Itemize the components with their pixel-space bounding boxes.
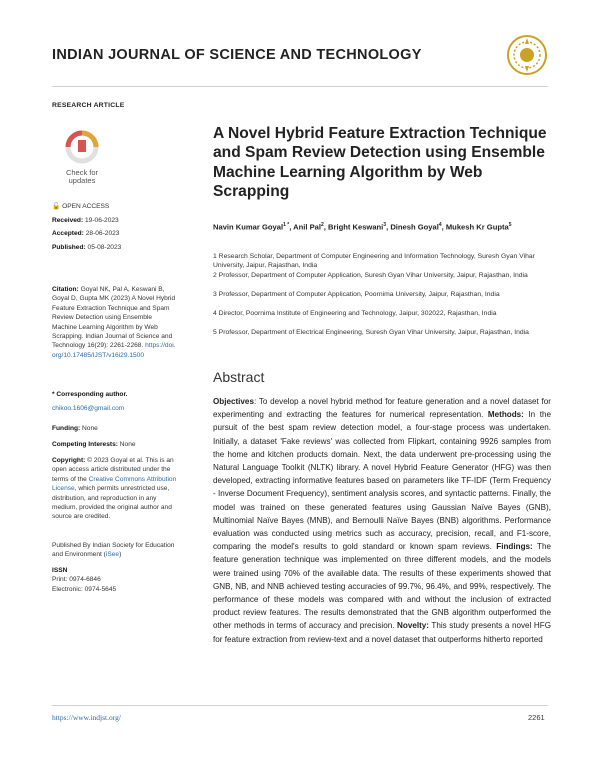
article-type: RESEARCH ARTICLE — [52, 102, 125, 109]
citation-label: Citation: — [52, 286, 79, 293]
isee-link[interactable]: iSee — [105, 551, 120, 559]
accepted-label: Accepted: — [52, 230, 84, 238]
findings-text: The feature generation technique was implemented on three different models, and the models were trained using 70% of the available data. The results of these experiments showed that GNB, NB, and NNB achieved testing accuracies of 99.7%, 96.4%, and 99%, respectively. The performance of these models was compared with and without the inclusion of extracted product review features. The results demonstrated that the GNB algorithm outperformed the other methods in terms of accuracy and precision. — [213, 542, 551, 631]
publisher-close: ) — [119, 551, 122, 559]
author-affiliation-mark: 3 — [383, 222, 387, 228]
affiliation: 4 Director, Poornima Institute of Engineering and Technology, Jaipur, 302022, Rajasthan, India — [213, 310, 497, 317]
author-name: Mukesh Kr Gupta — [445, 222, 509, 232]
author-list: Navin Kumar Goyal$^{1 *}$, Anil Pal$^2$, Bright Keswani$^3$, Dinesh Goyal$^4$, Mukesh Kr Gupta$^5$ — [213, 222, 512, 232]
doi-link[interactable]: https://doi.org/10.17485/IJST/v16i29.1500 — [52, 342, 176, 359]
copyright-text-2: , which permits unrestricted use, distribution, and reproduction in any medium, provided the original author and source are credited. — [52, 485, 172, 521]
competing-row — [52, 440, 182, 449]
funding-value: None — [82, 425, 98, 432]
novelty-label: Novelty: — [397, 621, 429, 631]
published-date: 05-08-2023 — [87, 243, 122, 251]
methods-label: Methods: — [487, 410, 524, 420]
lock-icon: 🔓 — [52, 203, 61, 210]
copyright-block — [52, 456, 180, 522]
check-for-updates-badge[interactable] — [54, 130, 110, 186]
author-name: Dinesh Goyal — [390, 222, 439, 232]
copyright-text-1: © 2023 Goyal et al. This is an open access article distributed under the terms of the — [52, 457, 174, 483]
corresponding-label: Corresponding author. — [56, 391, 128, 398]
affiliation: 1 Research Scholar, Department of Computer Engineering and Information Technology, Suresh Gyan Vihar University, Jaipur, Rajasthan, India — [213, 253, 535, 269]
author-affiliation-mark: 2 — [321, 222, 324, 228]
corresponding-email[interactable]: chikoo.1606@gmail.com — [52, 405, 125, 413]
objectives-text: : To develop a novel hybrid method for feature generation and a novel dataset for experimenting and extracting the features for numerical representation. — [213, 397, 551, 420]
isee-logo — [506, 34, 548, 76]
methods-text: In the pursuit of the best spam review detection model, a four-stage process was undertaken. Initially, a dataset 'Fake reviews' was collected from Flipkart, containing 9926 samples from the home and kitchen products domain. Next, the data underwent pre-processing using the Natural Language Toolkit (NLTK) library. A novel Hybrid Feature Generator (HFG) was then developed, extracting informative features based on parameters like TF-IDF (Term Frequency - Inverse Document Frequency), sentiment analysis scores, and syntactic patterns. Finally, the model was trained on these generated features using Gaussian Naïve Bayes (GNB), Multinomial Naïve Bayes (MNB), and Bernoulli Naïve Bayes (BNB) algorithms. Performance evaluation was conducted using metrics such as accuracy, precision, recall, and F1-score, comparing the model's results to gold standard or known spam reviews. — [213, 410, 551, 552]
check-updates-line1: Check for — [65, 168, 99, 177]
abstract-body — [213, 395, 551, 646]
author-affiliation-mark: 4 — [438, 222, 442, 228]
license-link[interactable]: Creative Commons Attribution License — [52, 475, 177, 493]
competing-value: None — [119, 441, 136, 448]
paper-title: A Novel Hybrid Feature Extraction Technique and Spam Review Detection using Ensemble Machine Learning Algorithm by Web Scrapping — [213, 125, 547, 201]
corresponding-block: * Corresponding author. chikoo.1606@gmail.com — [52, 390, 182, 414]
published-label: Published: — [52, 243, 86, 251]
author-name: Navin Kumar Goyal — [213, 222, 284, 232]
funding-label: Funding: — [52, 425, 81, 432]
issn-electronic: Electronic: 0974-5645 — [52, 585, 117, 593]
page-number: 2261 — [528, 713, 545, 722]
check-updates-icon — [54, 130, 110, 164]
footer-rule — [52, 705, 548, 706]
affiliation: 3 Professor, Department of Computer Application, Poornima University, Jaipur, Rajasthan, India — [213, 291, 500, 298]
competing-label: Competing Interests: — [52, 441, 118, 448]
affiliation: 2 Professor, Department of Computer Application, Suresh Gyan Vihar University, Jaipur, Rajasthan, India — [213, 272, 528, 279]
objectives-label: Objectives — [213, 397, 254, 406]
funding-row — [52, 424, 182, 433]
abstract-heading: Abstract — [213, 369, 265, 385]
issn-block — [52, 566, 182, 594]
publisher-block — [52, 541, 180, 560]
copyright-label: Copyright: — [52, 457, 86, 464]
accepted-date: 28-06-2023 — [85, 230, 120, 238]
citation-text: Goyal NK, Pal A, Keswani B, Goyal D, Gupta MK (2023) A Novel Hybrid Feature Extraction Technique and Spam Review Detection using Ensemble Machine Learning Algorithm by Web Scrapping. Indian Journal of Science and Technology 16(29): 2261-2268. — [52, 286, 176, 350]
journal-title: INDIAN JOURNAL OF SCIENCE AND TECHNOLOGY — [52, 47, 422, 63]
findings-label: Findings: — [496, 542, 533, 552]
received-date: 19-06-2023 — [85, 217, 119, 224]
issn-print: Print: 0974-6846 — [52, 576, 101, 584]
author-name: Anil Pal — [293, 222, 321, 232]
citation-block — [52, 285, 178, 360]
novelty-text: This study presents a novel HFG for feature extraction from review-text and a novel dataset that outperforms hitherto reported — [213, 621, 551, 644]
author-affiliation-mark: 5 — [508, 222, 512, 228]
open-access-row — [52, 202, 182, 211]
dates-block — [52, 216, 182, 252]
check-updates-line2: updates — [68, 176, 96, 185]
publisher-text: Published By Indian Society for Education and Environment ( — [52, 542, 175, 559]
received-label: Received: — [52, 217, 84, 224]
header-rule — [52, 86, 548, 87]
affiliation: 5 Professor, Department of Electrical Engineering, Suresh Gyan Vihar University, Jaipur, Rajasthan, India — [213, 329, 529, 336]
author-affiliation-mark: 1 * — [283, 222, 290, 228]
open-access-label: OPEN ACCESS — [62, 203, 110, 210]
author-name: Bright Keswani — [328, 222, 384, 232]
issn-label: ISSN — [52, 567, 68, 574]
footer-url[interactable]: https://www.indjst.org/ — [52, 713, 121, 722]
